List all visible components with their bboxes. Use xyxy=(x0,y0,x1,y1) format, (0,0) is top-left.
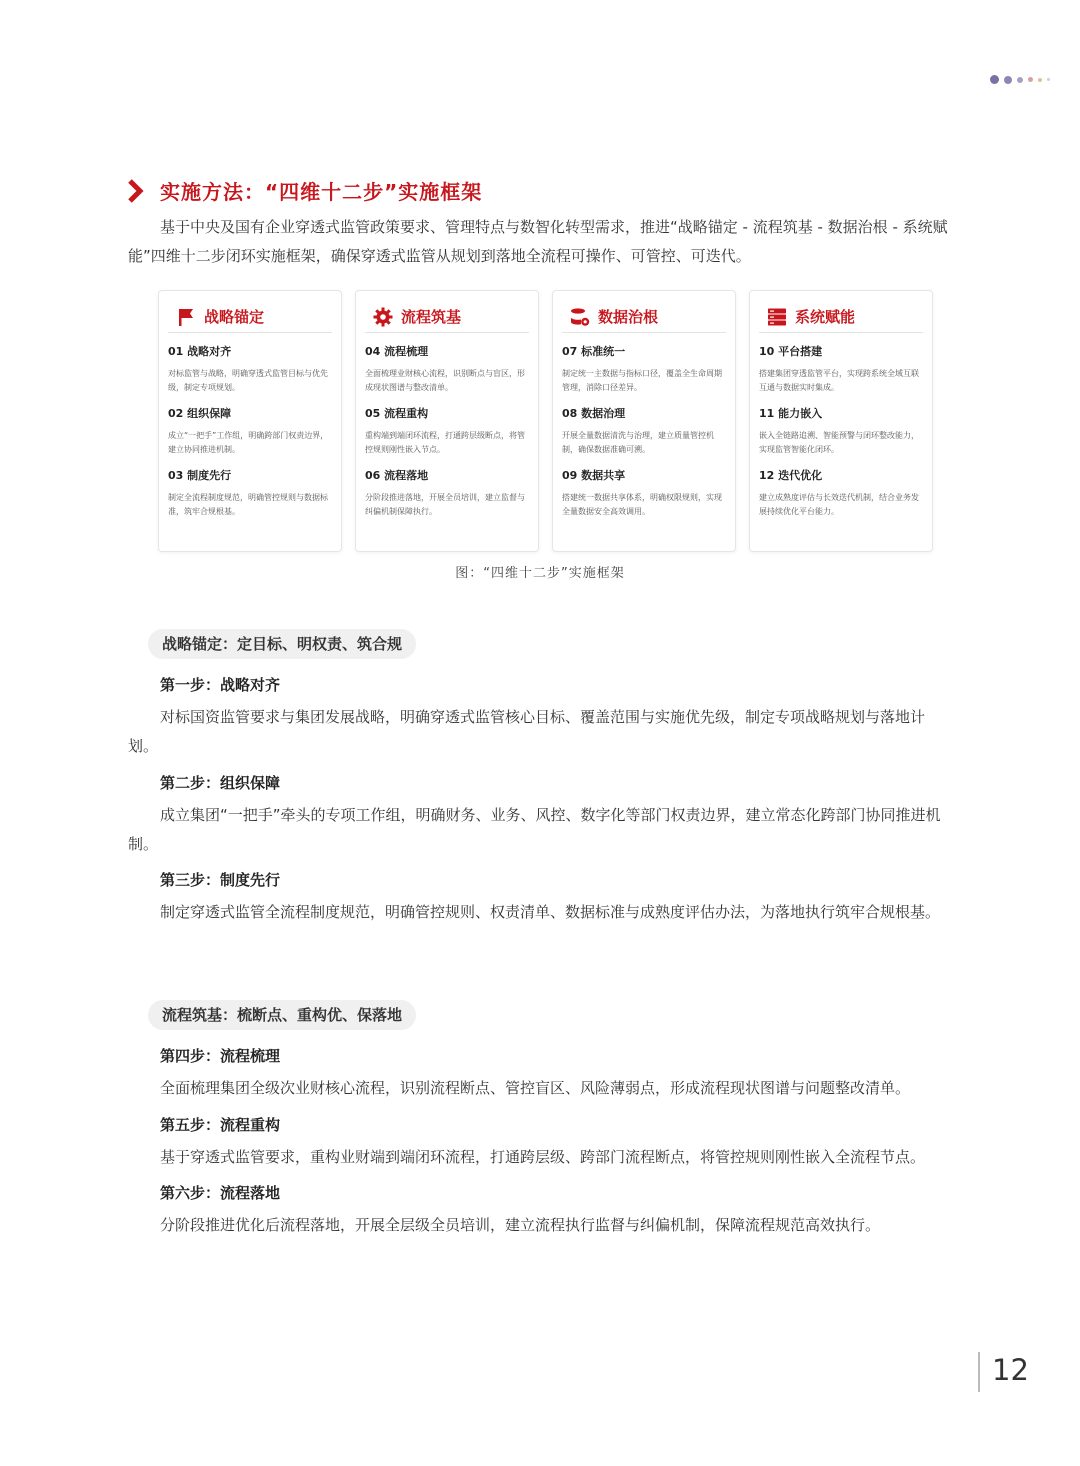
page-number-divider xyxy=(978,1352,980,1392)
intro-paragraph: 基于中央及国有企业穿透式监管政策要求、管理特点与数智化转型需求，推进“战略锚定 - 流程筑基 - 数据治根 - 系统赋能”四维十二步闭环实施框架，确保穿透式监管从规划到落地全流程可操作、可管控、可迭代。 xyxy=(128,218,948,265)
step-heading: 第二步：组织保障 xyxy=(160,774,281,792)
step-desc: 成立“一把手”工作组，明确跨部门权责边界，建立协同推进机制。 xyxy=(168,431,329,454)
step-desc: 对标监管与战略，明确穿透式监管目标与优先级，制定专项规划。 xyxy=(168,369,328,392)
step-title: 10 平台搭建 xyxy=(759,345,823,358)
step-heading: 第四步：流程梳理 xyxy=(160,1047,281,1065)
step-item xyxy=(168,344,332,395)
step-paragraph: 分阶段推进优化后流程落地，开展全层级全员培训，建立流程执行监督与纠偏机制，保障流程规范高效执行。 xyxy=(160,1216,881,1234)
step-title: 11 能力嵌入 xyxy=(759,407,823,420)
step-title: 02 组织保障 xyxy=(168,407,232,420)
subsection-heading: 流程筑基：梳断点、重构优、保落地 xyxy=(148,1000,416,1030)
card-strategy xyxy=(158,290,342,552)
card-title: 数据治根 xyxy=(598,308,659,326)
dot-icon xyxy=(1004,76,1012,84)
step-desc: 分阶段推进落地，开展全员培训，建立监督与纠偏机制保障执行。 xyxy=(365,493,525,516)
step-title: 03 制度先行 xyxy=(168,469,232,482)
step-desc: 制定全流程制度规范，明确管控规则与数据标准，筑牢合规根基。 xyxy=(168,493,328,516)
step-item xyxy=(365,406,529,457)
step-item xyxy=(759,468,923,519)
card-header xyxy=(562,301,726,333)
step-item xyxy=(168,468,332,519)
database-icon xyxy=(570,307,590,327)
card-data xyxy=(552,290,736,552)
step-desc: 开展全量数据清洗与治理，建立质量管控机制，确保数据准确可溯。 xyxy=(562,431,714,454)
step-desc: 建立成熟度评估与长效迭代机制，结合业务发展持续优化平台能力。 xyxy=(759,493,919,516)
step-desc: 搭建集团穿透监管平台，实现跨系统全域互联互通与数据实时集成。 xyxy=(759,369,919,392)
step-paragraph: 成立集团“一把手”牵头的专项工作组，明确财务、业务、风控、数字化等部门权责边界，建立常态化跨部门协同推进机制。 xyxy=(128,806,941,853)
dot-icon xyxy=(1017,77,1023,83)
figure-caption: 图：“四维十二步”实施框架 xyxy=(455,566,625,581)
card-system xyxy=(749,290,933,552)
step-item xyxy=(365,468,529,519)
step-item xyxy=(365,344,529,395)
step-title: 06 流程落地 xyxy=(365,469,429,482)
dot-icon xyxy=(990,75,999,84)
step-desc: 嵌入全链路追溯、智能预警与闭环整改能力，实现监管智能化闭环。 xyxy=(759,431,919,454)
section-title xyxy=(126,176,482,205)
step-desc: 全面梳理业财核心流程，识别断点与盲区，形成现状图谱与整改清单。 xyxy=(365,369,525,392)
step-title: 12 迭代优化 xyxy=(759,469,823,482)
subsection-heading: 战略锚定：定目标、明权责、筑合规 xyxy=(148,629,416,659)
flag-icon xyxy=(176,307,196,327)
step-item xyxy=(759,406,923,457)
step-item xyxy=(759,344,923,395)
step-title: 07 标准统一 xyxy=(562,345,626,358)
step-heading: 第一步：战略对齐 xyxy=(160,676,281,694)
step-item xyxy=(168,406,332,457)
step-paragraph: 制定穿透式监管全流程制度规范，明确管控规则、权责清单、数据标准与成熟度评估办法，为落地执行筑牢合规根基。 xyxy=(160,903,941,921)
dot-icon xyxy=(1047,78,1050,81)
step-paragraph: 基于穿透式监管要求，重构业财端到端闭环流程，打通跨层级、跨部门流程断点，将管控规则刚性嵌入全流程节点。 xyxy=(160,1148,926,1166)
step-title: 04 流程梳理 xyxy=(365,345,429,358)
step-item xyxy=(562,468,726,519)
step-paragraph: 全面梳理集团全级次业财核心流程，识别流程断点、管控盲区、风险薄弱点，形成流程现状图谱与问题整改清单。 xyxy=(160,1079,911,1097)
decorative-dots xyxy=(990,75,1050,84)
page-number: 12 xyxy=(992,1353,1029,1387)
step-desc: 搭建统一数据共享体系，明确权限规则，实现全量数据安全高效调用。 xyxy=(562,493,722,516)
step-desc: 重构端到端闭环流程，打通跨层级断点，将管控规则刚性嵌入节点。 xyxy=(365,431,525,454)
step-paragraph: 对标国资监管要求与集团发展战略，明确穿透式监管核心目标、覆盖范围与实施优先级，制定专项战略规划与落地计划。 xyxy=(128,708,926,755)
dot-icon xyxy=(1028,77,1033,82)
step-title: 08 数据治理 xyxy=(562,407,626,420)
card-title: 战略锚定 xyxy=(204,308,265,326)
page-title: 实施方法：“四维十二步”实施框架 xyxy=(160,180,483,204)
card-title: 系统赋能 xyxy=(795,308,856,326)
step-title: 09 数据共享 xyxy=(562,469,626,482)
framework-cards xyxy=(158,290,933,552)
chevron-right-icon xyxy=(126,178,146,204)
step-heading: 第三步：制度先行 xyxy=(160,871,281,889)
card-header xyxy=(168,301,332,333)
card-title: 流程筑基 xyxy=(401,308,462,326)
step-title: 01 战略对齐 xyxy=(168,345,232,358)
step-item xyxy=(562,344,726,395)
card-process xyxy=(355,290,539,552)
step-desc: 制定统一主数据与指标口径，覆盖全生命周期管理，消除口径差异。 xyxy=(562,369,722,392)
step-title: 05 流程重构 xyxy=(365,407,429,420)
step-heading: 第六步：流程落地 xyxy=(160,1184,281,1202)
step-heading: 第五步：流程重构 xyxy=(160,1116,281,1134)
card-header xyxy=(365,301,529,333)
dot-icon xyxy=(1038,78,1042,82)
gear-icon xyxy=(373,307,393,327)
step-item xyxy=(562,406,726,457)
card-header xyxy=(759,301,923,333)
server-icon xyxy=(767,307,787,327)
